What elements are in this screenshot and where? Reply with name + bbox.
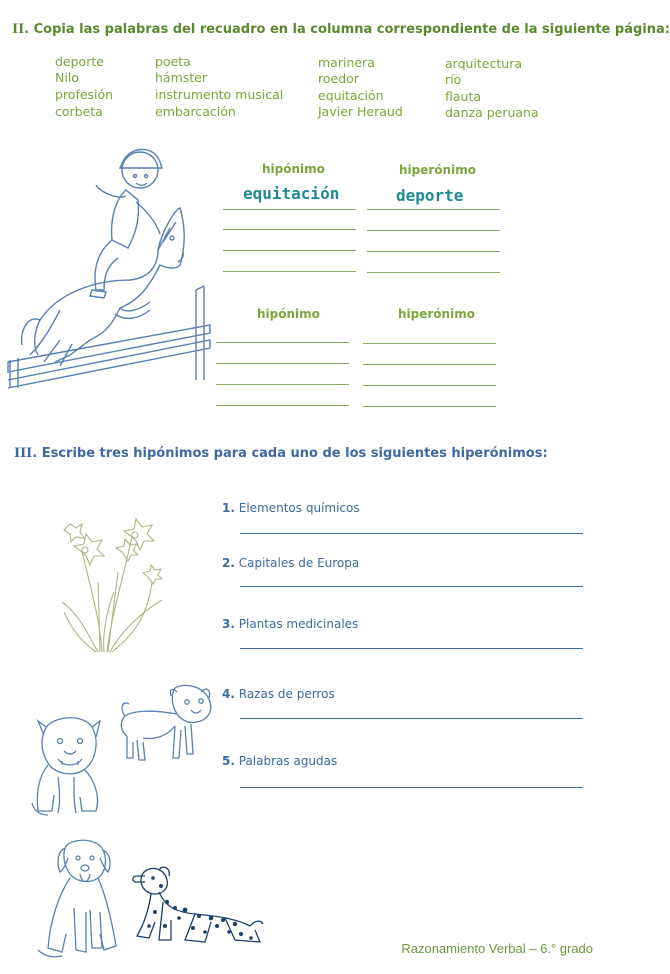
write-line[interactable] <box>223 271 356 272</box>
word-item: embarcación <box>155 104 236 119</box>
word-item: poeta <box>155 54 191 69</box>
item-label: Razas de perros <box>238 687 335 701</box>
word-item: profesión <box>55 87 114 102</box>
item-label: Plantas medicinales <box>238 617 359 631</box>
write-line[interactable] <box>363 364 496 365</box>
write-line[interactable] <box>223 209 356 210</box>
table2-hyponym-header: hipónimo <box>257 307 320 321</box>
section-3-instruction: . Escribe tres hipónimos para cada uno de los siguientes hiperónimos: <box>32 446 548 461</box>
table2-hypernym-header: hiperónimo <box>398 307 475 321</box>
word-item: hámster <box>155 70 208 85</box>
section-2-title <box>12 22 670 37</box>
pug-dog-illustration <box>115 680 215 770</box>
write-line[interactable] <box>367 251 500 252</box>
table1-hypernym-header: hiperónimo <box>399 163 476 177</box>
table1-hypernym-answer[interactable]: deporte <box>396 186 464 205</box>
word-item: danza peruana <box>445 105 539 120</box>
item-number: 4. <box>222 687 235 701</box>
word-item: Nilo <box>55 70 79 85</box>
hypernym-item-1 <box>222 501 360 515</box>
write-line[interactable] <box>216 342 349 343</box>
write-line[interactable] <box>223 229 356 230</box>
word-item: corbeta <box>55 104 103 119</box>
horse-rider-illustration <box>0 130 215 390</box>
answer-line[interactable] <box>240 586 583 587</box>
word-item: arquitectura <box>445 56 522 71</box>
item-number: 2. <box>222 556 235 570</box>
bulldog-illustration <box>30 715 115 820</box>
write-line[interactable] <box>216 363 349 364</box>
word-item: deporte <box>55 54 104 69</box>
word-item: instrumento musical <box>155 87 284 102</box>
word-item: flauta <box>445 89 482 104</box>
item-label: Capitales de Europa <box>238 556 360 570</box>
dalmatian-dog-illustration <box>115 862 265 947</box>
answer-line[interactable] <box>240 718 583 719</box>
table1-hyponym-answer[interactable]: equitación <box>243 184 340 203</box>
table1-hyponym-header: hipónimo <box>262 162 325 176</box>
item-number: 5. <box>222 754 235 768</box>
write-line[interactable] <box>223 250 356 251</box>
section-2-numeral: II <box>12 22 25 37</box>
hypernym-item-4 <box>222 687 335 701</box>
hypernym-item-5 <box>222 754 337 768</box>
write-line[interactable] <box>367 209 500 210</box>
write-line[interactable] <box>367 272 500 273</box>
answer-line[interactable] <box>240 787 583 788</box>
write-line[interactable] <box>216 384 349 385</box>
word-item: marinera <box>318 55 375 70</box>
section-3-title <box>14 446 548 461</box>
item-label: Palabras agudas <box>238 754 338 768</box>
word-item: equitación <box>318 88 384 103</box>
write-line[interactable] <box>367 230 500 231</box>
hypernym-item-3 <box>222 617 358 631</box>
answer-line[interactable] <box>240 648 583 649</box>
word-item: Javier Heraud <box>318 104 403 119</box>
item-label: Elementos químicos <box>238 501 360 515</box>
write-line[interactable] <box>363 343 496 344</box>
item-number: 1. <box>222 501 235 515</box>
word-item: río <box>445 72 462 87</box>
item-number: 3. <box>222 617 235 631</box>
word-item: roedor <box>318 71 359 86</box>
write-line[interactable] <box>363 406 496 407</box>
write-line[interactable] <box>216 405 349 406</box>
answer-line[interactable] <box>240 533 583 534</box>
daffodil-flowers-illustration <box>52 512 172 657</box>
footer-course-title: Razonamiento Verbal – 6.° grado <box>401 941 593 956</box>
section-2-instruction: . Copia las palabras del recuadro en la columna correspondiente de la siguiente página: <box>24 22 670 37</box>
hypernym-item-2 <box>222 556 359 570</box>
write-line[interactable] <box>363 385 496 386</box>
section-3-numeral: III <box>14 446 33 461</box>
